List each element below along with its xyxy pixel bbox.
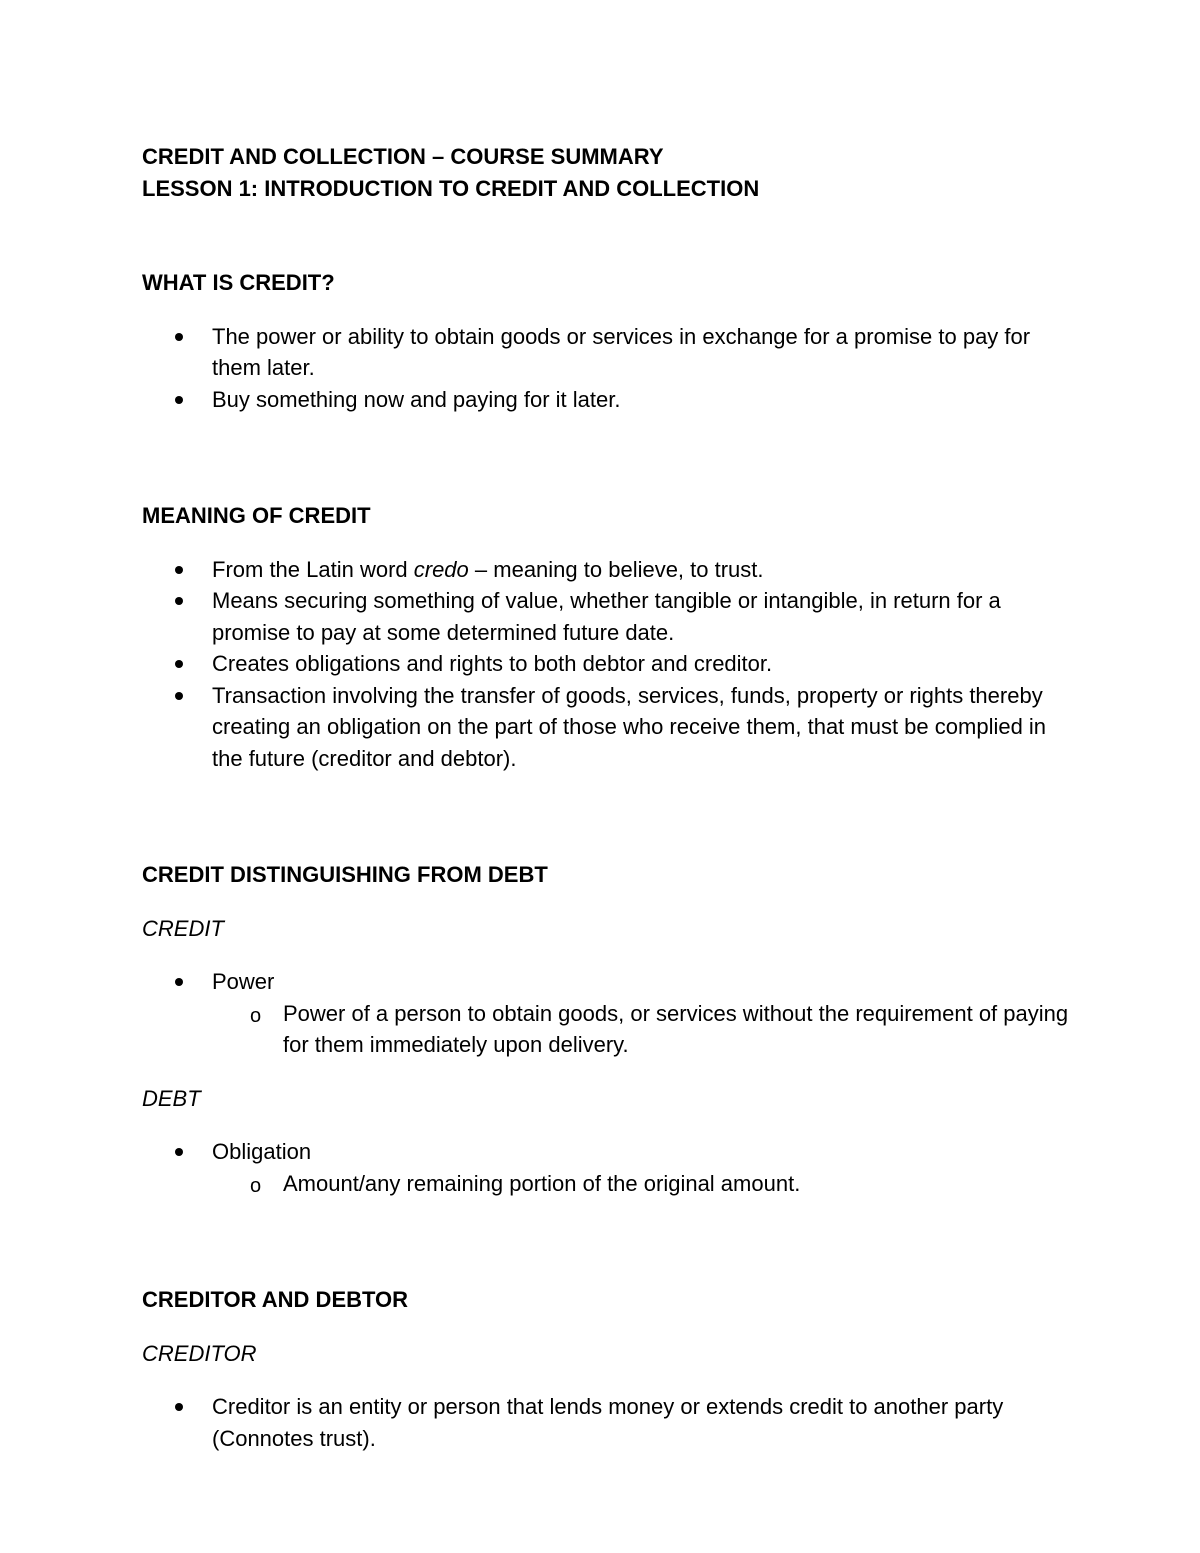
sub-list-item (212, 998, 1072, 1061)
list-item-text: Creates obligations and rights to both debtor and creditor. (212, 651, 773, 676)
bullet-icon (175, 597, 183, 605)
list-item-text: Power (212, 969, 275, 994)
list-item (142, 554, 1072, 586)
sub-list-item-text: Amount/any remaining portion of the original amount. (283, 1170, 801, 1196)
list-item (142, 585, 1072, 648)
list-item (142, 321, 1072, 384)
bullet-list (142, 321, 1072, 416)
list-item-text: – meaning to believe, to trust. (468, 556, 764, 582)
list-item-text: Buy something now and paying for it later. (212, 386, 621, 412)
circle-bullet-icon: o (250, 1174, 262, 1197)
section-heading-what-is-credit: WHAT IS CREDIT? (142, 270, 335, 295)
section-heading-creditor-and-debtor: CREDITOR AND DEBTOR (142, 1287, 409, 1312)
subheading-creditor: CREDITOR (142, 1340, 257, 1366)
bullet-icon (175, 978, 183, 986)
circle-bullet-icon: o (250, 1004, 262, 1027)
bullet-list (142, 966, 1072, 1061)
section-heading-credit-vs-debt: CREDIT DISTINGUISHING FROM DEBT (142, 862, 548, 887)
list-item-text: Transaction involving the transfer of goods, services, funds, property or rights thereby creating an obligation on the part of those who receive them, that must be complied in the future (creditor and debtor). (212, 682, 1047, 771)
bullet-icon (175, 333, 183, 341)
list-item-text: The power or ability to obtain goods or services in exchange for a promise to pay for them later. (212, 323, 1031, 380)
subheading-credit: CREDIT (142, 915, 224, 941)
list-item (142, 680, 1072, 775)
list-item-text: Creditor is an entity or person that lends money or extends credit to another party (Connotes trust). (212, 1394, 1004, 1451)
bullet-icon (175, 692, 183, 700)
bullet-list (142, 554, 1072, 775)
document-title: CREDIT AND COLLECTION – COURSE SUMMARY (142, 144, 664, 169)
list-item-text: Obligation (212, 1139, 312, 1164)
bullet-icon (175, 1403, 183, 1411)
bullet-icon (175, 396, 183, 404)
latin-term: credo (413, 556, 469, 582)
list-item (142, 966, 1072, 1061)
bullet-icon (175, 1148, 183, 1156)
section-heading-meaning-of-credit: MEANING OF CREDIT (142, 503, 371, 528)
subheading-debt: DEBT (142, 1085, 201, 1111)
sub-list-item (212, 1168, 1072, 1200)
bullet-list (142, 1391, 1072, 1454)
bullet-list (142, 1136, 1072, 1199)
list-item (142, 1136, 1072, 1199)
list-item (142, 648, 1072, 680)
list-item-text: Means securing something of value, whether tangible or intangible, in return for a promise to pay at some determined future date. (212, 588, 1001, 645)
bullet-icon (175, 660, 183, 668)
list-item-text: From the Latin word (212, 556, 414, 582)
bullet-icon (175, 566, 183, 574)
sub-bullet-list (212, 998, 1072, 1061)
sub-bullet-list (212, 1168, 1072, 1200)
lesson-title: LESSON 1: INTRODUCTION TO CREDIT AND COLLECTION (142, 175, 760, 201)
document-content (142, 141, 1072, 1454)
sub-list-item-text: Power of a person to obtain goods, or services without the requirement of paying for them immediately upon delivery. (283, 1000, 1069, 1057)
list-item (142, 384, 1072, 416)
list-item (142, 1391, 1072, 1454)
